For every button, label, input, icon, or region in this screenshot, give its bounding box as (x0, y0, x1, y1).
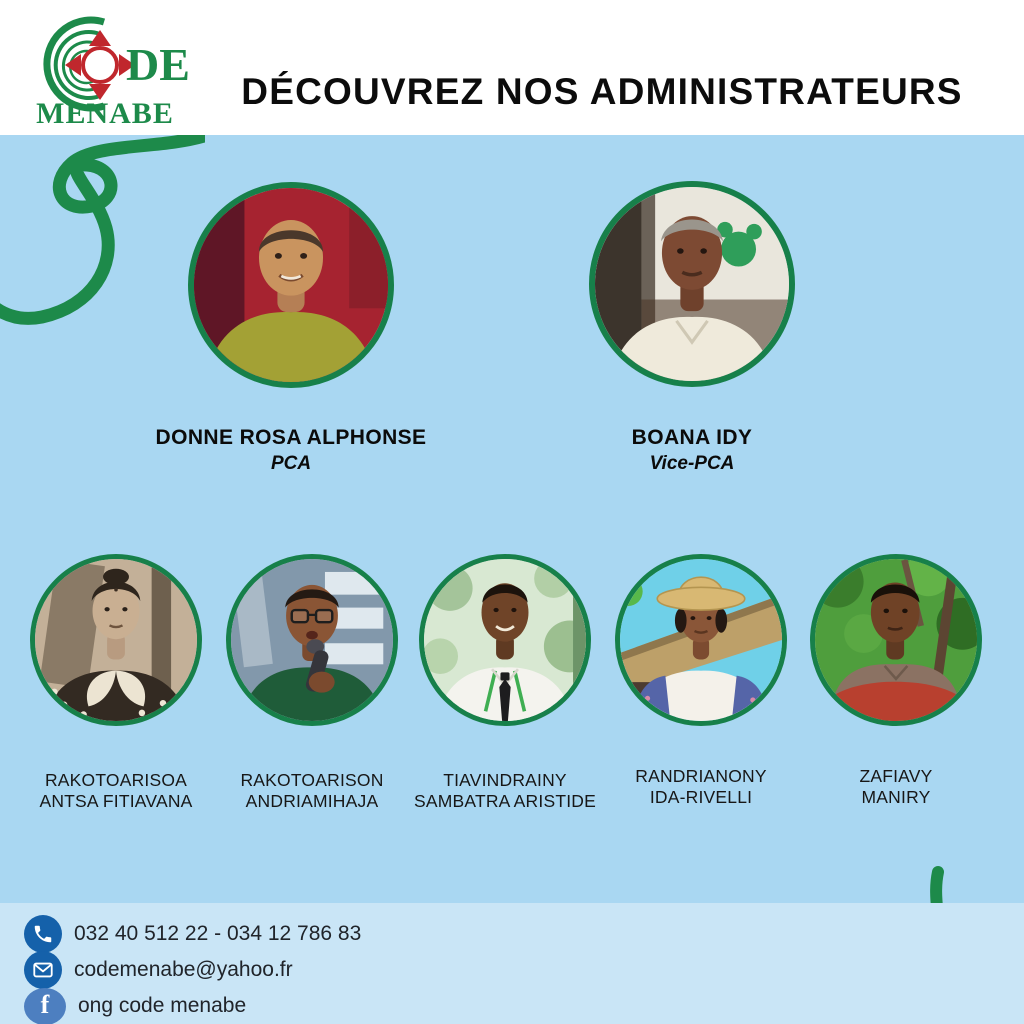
page-title: DÉCOUVREZ NOS ADMINISTRATEURS (241, 71, 963, 113)
member-name-line: SAMBATRA ARISTIDE (413, 791, 596, 811)
member-name-line: ANTSA FITIAVANA (39, 791, 193, 811)
facebook-handle: ong code menabe (78, 994, 247, 1017)
member-name-line: RAKOTOARISON (240, 770, 384, 790)
portrait-boana-idy (589, 181, 795, 387)
member-name-line: ANDRIAMIHAJA (245, 791, 379, 811)
exec-name: BOANA IDY (631, 426, 753, 449)
contact-email-row (24, 951, 293, 989)
exec-role: PCA (270, 453, 312, 474)
org-logo (14, 4, 196, 132)
portrait-tiavindrainy-sambatra-aristide (419, 554, 591, 726)
exec-label-1 (81, 424, 501, 477)
exec-name: DONNE ROSA ALPHONSE (155, 426, 427, 449)
member-name-line: IDA-RIVELLI (649, 787, 753, 807)
facebook-icon: f (24, 988, 66, 1024)
contact-phone-row (24, 915, 361, 953)
email-address: codemenabe@yahoo.fr (74, 958, 293, 981)
phone-icon (24, 915, 62, 953)
member-name-line: TIAVINDRAINY (443, 770, 567, 790)
member-name-line: RAKOTOARISOA (44, 770, 188, 790)
member-name-line: MANIRY (861, 787, 931, 807)
portrait-donne-rosa-alphonse (188, 182, 394, 388)
logo-compass-icon (65, 30, 135, 100)
member-name-line: ZAFIAVY (859, 766, 933, 786)
portrait-rakotoarisoa-antsa-fitiavana (30, 554, 202, 726)
header (0, 0, 1024, 135)
member-name-line: RANDRIANONY (635, 766, 767, 786)
phone-numbers: 032 40 512 22 - 034 12 786 83 (74, 922, 362, 945)
exec-label-2 (482, 424, 902, 477)
logo-org-name: MENABE (36, 97, 174, 130)
portrait-rakotoarison-andriamihaja (226, 554, 398, 726)
exec-role: Vice-PCA (649, 453, 735, 474)
portrait-randrianony-ida-rivelli (615, 554, 787, 726)
portrait-zafiavy-maniry (810, 554, 982, 726)
logo-suffix-text: DE (126, 39, 190, 90)
squiggle-top-left-icon (0, 133, 205, 333)
member-label-5 (781, 766, 1011, 808)
contact-facebook-row (24, 987, 246, 1024)
email-icon (24, 951, 62, 989)
